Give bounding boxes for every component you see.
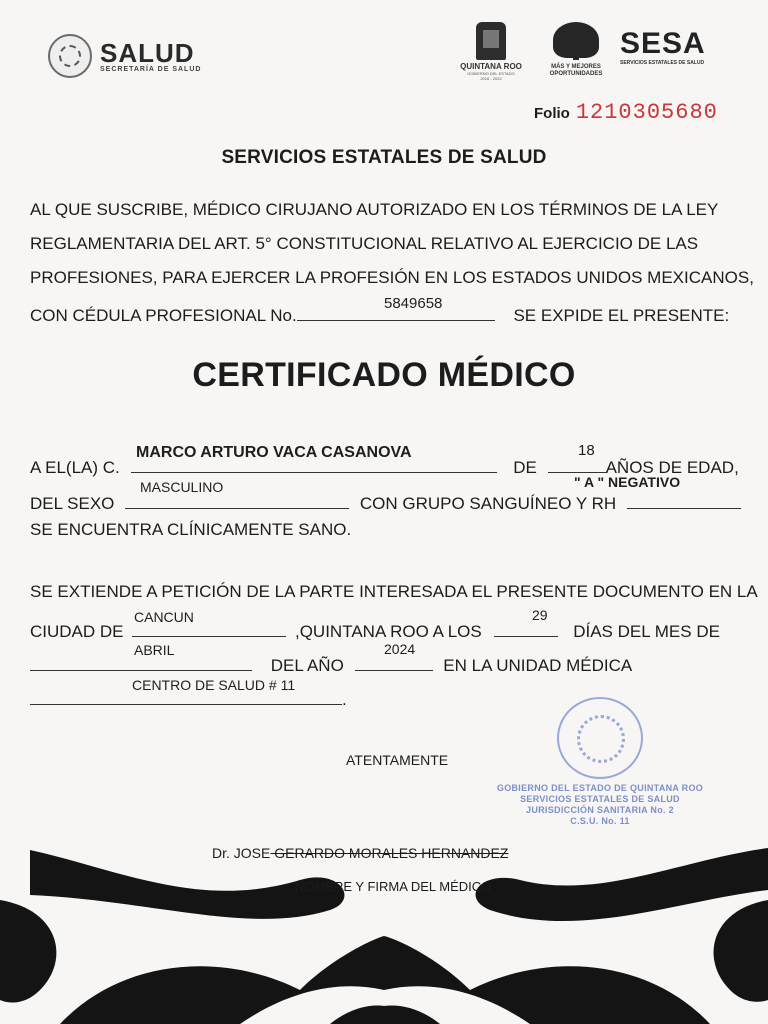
quintana-roo-logo (458, 22, 524, 81)
official-stamp (490, 697, 710, 827)
patient-healthy: SE ENCUENTRA CLÍNICAMENTE SANO. (30, 520, 352, 539)
age-blank (548, 454, 606, 473)
issue-unit: CENTRO DE SALUD # 11 (132, 677, 296, 693)
stamp-seal-icon (557, 697, 643, 779)
qroo-sub2: 2016 - 2022 (480, 76, 502, 81)
signature-label: NOMBRE Y FIRMA DEL MÉDICO (295, 879, 492, 894)
salud-subtitle: SECRETARÍA DE SALUD (100, 65, 202, 73)
patient-line-2 (30, 490, 741, 514)
patient-age: 18 (578, 442, 595, 459)
blood-blank (627, 490, 741, 509)
sesa-logo (620, 28, 706, 66)
doctor-name-struck: GERARDO MORALES HERNANDEZ (270, 845, 509, 861)
folio-number: 1210305680 (575, 100, 718, 125)
issue-month: ABRIL (134, 642, 175, 658)
age-suffix: AÑOS DE EDAD, (605, 458, 739, 477)
qroo-sub1: GOBIERNO DEL ESTADO (467, 71, 515, 76)
stamp-line-3: JURISDICCIÓN SANITARIA No. 2 (526, 805, 674, 815)
intro-line-4 (30, 302, 729, 326)
salud-logo (48, 34, 201, 78)
intro-line-3: PROFESIONES, PARA EJERCER LA PROFESIÓN EN LOS ESTADOS UNIDOS MEXICANOS, (30, 268, 754, 287)
stamp-line-4: C.S.U. No. 11 (570, 816, 630, 826)
month-label: DÍAS DEL MES DE (573, 622, 720, 641)
mejores-line1: MÁS Y MEJORES (551, 64, 601, 70)
patient-name: MARCO ARTURO VACA CASANOVA (136, 444, 412, 461)
mejores-oportunidades-logo (541, 22, 611, 78)
page-heading: SERVICIOS ESTATALES DE SALUD (221, 147, 547, 168)
issue-day: 29 (532, 607, 548, 623)
patient-blood: " A " NEGATIVO (574, 474, 681, 490)
expide-label: SE EXPIDE EL PRESENTE: (513, 306, 730, 325)
issue-line-1: SE EXTIENDE A PETICIÓN DE LA PARTE INTERESADA EL PRESENTE DOCUMENTO EN LA (30, 582, 758, 601)
issue-line-4: . (30, 686, 347, 710)
doctor-prefix: Dr. JOSE (212, 845, 271, 861)
mexico-seal-icon (48, 34, 92, 78)
issue-city: CANCUN (134, 609, 194, 625)
de-label: DE (513, 458, 537, 477)
quintana-roo-emblem-icon (476, 22, 506, 60)
state-label: ,QUINTANA ROO A LOS (294, 622, 482, 641)
cedula-value: 5849658 (384, 295, 443, 312)
sex-label: DEL SEXO (30, 494, 115, 513)
folio-label: Folio (534, 105, 570, 122)
salud-title: SALUD (100, 37, 195, 68)
blood-label: CON GRUPO SANGUÍNEO Y RH (359, 494, 617, 513)
stamp-line-2: SERVICIOS ESTATALES DE SALUD (520, 794, 680, 804)
stamp-line-1: GOBIERNO DEL ESTADO DE QUINTANA ROO (496, 783, 704, 793)
sesa-subtitle: SERVICIOS ESTATALES DE SALUD (620, 60, 705, 66)
patient-prefix: A EL(LA) C. (30, 458, 120, 477)
city-label: CIUDAD DE (30, 622, 124, 641)
doctor-name (212, 845, 508, 861)
issue-line-3 (30, 652, 632, 676)
decorative-swirl-border (0, 840, 768, 1024)
folio (534, 100, 718, 125)
intro-line-2: REGLAMENTARIA DEL ART. 5° CONSTITUCIONAL RELATIVO AL EJERCICIO DE LAS (30, 234, 699, 253)
intro-line-1: AL QUE SUSCRIBE, MÉDICO CIRUJANO AUTORIZADO EN LOS TÉRMINOS DE LA LEY (30, 200, 719, 219)
issue-year: 2024 (384, 641, 416, 657)
closing: ATENTAMENTE (346, 752, 449, 768)
year-label: DEL AÑO (270, 656, 344, 675)
certificate-title: CERTIFICADO MÉDICO (192, 356, 576, 394)
tree-icon (553, 22, 599, 58)
qroo-name: QUINTANA ROO (460, 62, 522, 71)
cedula-label: CON CÉDULA PROFESIONAL No. (30, 306, 297, 325)
day-blank (494, 618, 558, 637)
mejores-line2: OPORTUNIDADES (549, 71, 603, 77)
sesa-title: SESA (620, 27, 706, 60)
patient-sex: MASCULINO (140, 479, 224, 495)
unit-label: EN LA UNIDAD MÉDICA (443, 656, 633, 675)
